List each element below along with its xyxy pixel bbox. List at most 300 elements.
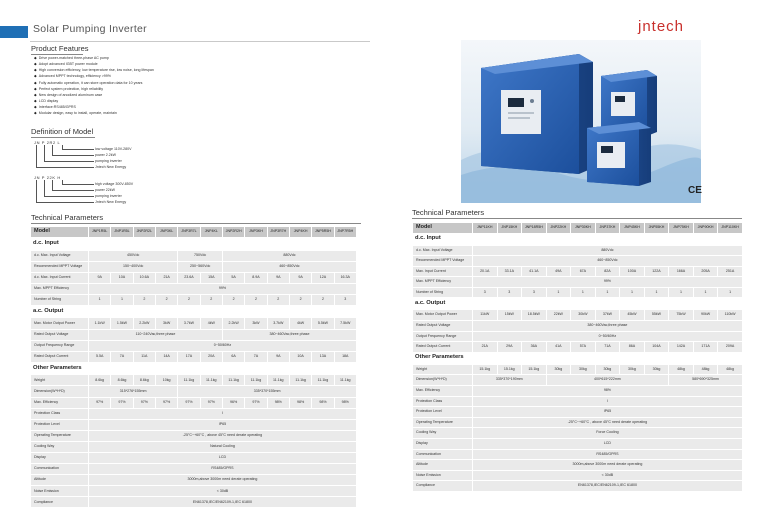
value-cell: 2	[267, 294, 289, 305]
table-row	[31, 329, 357, 340]
value-cell: 97%	[155, 397, 177, 408]
value-cell: 97%	[133, 397, 155, 408]
value-cell: 71A	[595, 342, 620, 353]
leader-line	[52, 180, 53, 190]
table-row	[413, 245, 743, 256]
left-tech-heading: Technical Parameters	[31, 213, 104, 222]
row-label-cell: Communication	[31, 464, 89, 475]
model-header-cell: JNP45KH	[620, 223, 645, 234]
model-header-cell: JNP3R7H	[267, 227, 289, 238]
table-row	[31, 375, 357, 386]
value-cell: 30kW	[571, 310, 596, 321]
row-label-cell: Number of String	[31, 294, 89, 305]
row-label-cell: Compliance	[31, 497, 89, 508]
table-row	[413, 321, 743, 332]
right-tech-heading-rule	[412, 218, 742, 219]
feature-item: ◆ High conversion efficiency, low temperature rise, low noise, long lifespan	[34, 67, 154, 73]
value-cell: 17A	[178, 351, 200, 362]
row-label-cell: Protection Level	[413, 407, 473, 418]
value-cell: 1	[571, 287, 596, 298]
leader-line	[44, 180, 45, 196]
brand-logo: jntech	[638, 18, 685, 35]
model-header-cell: JNP4KL	[200, 227, 222, 238]
value-cell: 8.6kg	[133, 375, 155, 386]
row-label-cell: Altitude	[413, 460, 473, 471]
right-spec-table	[412, 222, 743, 492]
row-label-cell: Max. Efficiency	[31, 397, 89, 408]
model-header-cell: JNP37KH	[595, 223, 620, 234]
table-section-row	[31, 362, 357, 375]
table-row	[31, 283, 357, 294]
value-cell: 20.1A	[473, 266, 498, 277]
product-photo	[461, 40, 701, 203]
model-header-cell: JNP90KH	[693, 223, 718, 234]
section-title-cell: d.c. Input	[413, 233, 743, 245]
value-cell: 48kg	[718, 364, 743, 375]
value-cell: 2	[178, 294, 200, 305]
value-cell: 251A	[718, 266, 743, 277]
value-cell: 2	[312, 294, 334, 305]
model-header-cell: JNP5R5H	[312, 227, 334, 238]
value-cell: 209A	[718, 342, 743, 353]
feature-item: ◆ Modular design, easy to install, operate, maintain	[34, 110, 154, 116]
value-cell: 750Vdc	[178, 250, 223, 261]
row-label-cell: Max. Input Current	[413, 266, 473, 277]
value-cell: 11.1kg	[200, 375, 222, 386]
value-cell: 1	[669, 287, 694, 298]
value-cell: 0~50/60Hz	[89, 340, 357, 351]
value-cell: 11.1kg	[289, 375, 311, 386]
value-cell: 3000m,above 3000m need derate operating	[89, 475, 357, 486]
value-cell: 8.9A	[245, 272, 267, 283]
table-row	[31, 340, 357, 351]
table-row	[413, 364, 743, 375]
value-cell: 14A	[155, 351, 177, 362]
table-row	[31, 419, 357, 430]
table-row	[31, 318, 357, 329]
value-cell: 96%	[222, 397, 244, 408]
value-cell: 21A	[155, 272, 177, 283]
value-cell: 9A	[267, 351, 289, 362]
value-cell: 98%	[473, 386, 743, 397]
value-cell: 13A	[312, 351, 334, 362]
table-row	[31, 441, 357, 452]
title-accent-bar	[0, 26, 28, 38]
value-cell: EN61378,IEC/EN62109-1,IEC 61800	[473, 481, 743, 492]
model-label: power 2.2kW	[95, 152, 116, 157]
model-header-cell: JNP4KH	[289, 227, 311, 238]
value-cell: 41.1A	[522, 266, 547, 277]
row-label-cell: Operating Temperature	[31, 430, 89, 441]
row-label-cell: Rated Output Voltage	[413, 321, 473, 332]
row-label-cell: Number of String	[413, 287, 473, 298]
value-cell: 3	[473, 287, 498, 298]
value-cell: 10A	[289, 351, 311, 362]
model-label: pumping inverter	[95, 158, 122, 163]
value-cell: 18A	[334, 351, 356, 362]
value-cell: 3	[497, 287, 522, 298]
value-cell: 3kW	[245, 318, 267, 329]
table-row	[31, 430, 357, 441]
value-cell: 10kg	[155, 375, 177, 386]
header-label-cell: Model	[31, 227, 89, 238]
table-row	[413, 342, 743, 353]
table-row	[31, 386, 357, 397]
model-label: low voltage 110V-280V	[95, 146, 132, 151]
table-section-row	[413, 352, 743, 364]
value-cell: 11.1kg	[267, 375, 289, 386]
feature-item: ◆ Adopt advanced IGBT power module	[34, 61, 154, 67]
section-title-cell: d.c. Input	[31, 238, 357, 251]
value-cell: IP65	[473, 407, 743, 418]
value-cell: 122A	[644, 266, 669, 277]
value-cell: 0~50/60Hz	[473, 331, 743, 342]
value-cell: 142A	[669, 342, 694, 353]
value-cell: 1	[718, 287, 743, 298]
model-header-cell: JNP15KH	[497, 223, 522, 234]
table-row	[31, 272, 357, 283]
value-cell: 1	[111, 294, 133, 305]
model-header-cell: JNP110KH	[718, 223, 743, 234]
value-cell: LCD	[473, 439, 743, 450]
value-cell: 11kW	[473, 310, 498, 321]
row-label-cell: Compliance	[413, 481, 473, 492]
row-label-cell: Protection Class	[413, 396, 473, 407]
value-cell: 1	[546, 287, 571, 298]
value-cell: 460~850Vdc	[473, 256, 743, 267]
row-label-cell: Display	[413, 439, 473, 450]
value-cell: 15A	[200, 272, 222, 283]
row-label-cell: d.c. Max. Input Voltage	[413, 245, 473, 256]
value-cell: 21A	[473, 342, 498, 353]
row-label-cell: Altitude	[31, 475, 89, 486]
title-divider	[30, 41, 370, 42]
value-cell: IP65	[89, 419, 357, 430]
section-title-cell: Other Parameters	[31, 362, 357, 375]
row-label-cell: Cooling Way	[413, 428, 473, 439]
row-label-cell: Protection Level	[31, 419, 89, 430]
value-cell: 460~850Vdc	[222, 261, 356, 272]
table-header-row	[413, 223, 743, 234]
leader-line	[44, 161, 94, 162]
row-label-cell: Rated Output Current	[413, 342, 473, 353]
value-cell: 2.2kW	[133, 318, 155, 329]
table-row	[413, 449, 743, 460]
model-header-cell: JNP55KH	[644, 223, 669, 234]
model-header-cell: JNP7R5H	[334, 227, 356, 238]
row-label-cell: Output Frequency Range	[413, 331, 473, 342]
value-cell: 98%	[289, 397, 311, 408]
definition-heading-rule	[31, 137, 95, 138]
value-cell: 15.1kg	[473, 364, 498, 375]
row-label-cell: Noise Emission	[413, 470, 473, 481]
row-label-cell: Recommended MPPT Voltage	[413, 256, 473, 267]
table-row	[31, 261, 357, 272]
table-section-row	[31, 305, 357, 318]
row-label-cell: Cooling Way	[31, 441, 89, 452]
value-cell: 2	[133, 294, 155, 305]
table-row	[31, 397, 357, 408]
value-cell: 16.3A	[334, 272, 356, 283]
value-cell: 10A	[111, 272, 133, 283]
model-code: JN P 22K H	[34, 175, 61, 180]
table-row	[413, 287, 743, 298]
value-cell: 30kg	[644, 364, 669, 375]
leader-line	[62, 184, 94, 185]
row-label-cell: Rated Output Current	[31, 351, 89, 362]
value-cell: Force Cooling	[473, 428, 743, 439]
table-row	[31, 351, 357, 362]
value-cell: -25°C~+60°C , above 45°C need derate operating	[473, 417, 743, 428]
row-label-cell: Rated Output Voltage	[31, 329, 89, 340]
table-row	[31, 475, 357, 486]
model-header-cell: JNP18R5H	[522, 223, 547, 234]
value-cell: 9A	[289, 272, 311, 283]
table-row	[413, 375, 743, 386]
value-cell: RS485/GPRS	[89, 464, 357, 475]
model-header-cell: JNP11KH	[473, 223, 498, 234]
leader-line	[36, 180, 37, 202]
value-cell: 57A	[571, 342, 596, 353]
value-cell: 11.1kg	[222, 375, 244, 386]
feature-item: ◆ Interface:RS485/GPRS	[34, 104, 154, 110]
table-row	[413, 386, 743, 397]
value-cell: -25°C~+60°C , above 45°C need derate operating	[89, 430, 357, 441]
value-cell: 580*690*325mm	[669, 375, 743, 386]
feature-item: ◆ LCD display	[34, 98, 154, 104]
model-header-cell: JNP3KL	[155, 227, 177, 238]
value-cell: 2	[155, 294, 177, 305]
value-cell: 1	[644, 287, 669, 298]
left-tech-heading-rule	[31, 223, 361, 224]
model-label: Jntech New Energy	[95, 164, 127, 169]
table-section-row	[31, 238, 357, 251]
definition-heading: Definition of Model	[31, 127, 94, 136]
value-cell: 97%	[178, 397, 200, 408]
feature-item: ◆ Advanced MPPT technology, efficiency >99%	[34, 73, 154, 79]
value-cell: 450Vdc	[89, 250, 178, 261]
model-code: JN P 2R2 L	[34, 140, 61, 145]
value-cell: 33.1A	[497, 266, 522, 277]
row-label-cell: Weight	[31, 375, 89, 386]
value-cell: 9A	[89, 272, 111, 283]
model-header-cell: JNP1R5L	[89, 227, 111, 238]
value-cell: 90kW	[693, 310, 718, 321]
value-cell: 380~460Vac,three phase	[222, 329, 356, 340]
value-cell: 97%	[111, 397, 133, 408]
value-cell: 335*370*190mm	[473, 375, 547, 386]
value-cell: 49A	[546, 266, 571, 277]
value-cell: 1.1kW	[89, 318, 111, 329]
value-cell: 205A	[693, 266, 718, 277]
model-header-cell: JNP30KH	[571, 223, 596, 234]
value-cell: 110~240Vac,three phase	[89, 329, 223, 340]
model-diagram-low-voltage	[34, 140, 154, 180]
leader-line	[44, 196, 94, 197]
value-cell: 30kg	[546, 364, 571, 375]
value-cell: 315*276*155mm	[89, 386, 178, 397]
left-spec-table	[30, 226, 357, 508]
value-cell: 7A	[111, 351, 133, 362]
row-label-cell: Dimension(W*H*D)	[413, 375, 473, 386]
value-cell: 20A	[200, 351, 222, 362]
value-cell: 1	[620, 287, 645, 298]
model-diagram-high-voltage	[34, 175, 154, 215]
value-cell: I	[473, 396, 743, 407]
feature-item: ◆ Perfect system protection, high reliability	[34, 86, 154, 92]
table-row	[31, 453, 357, 464]
value-cell: 3	[522, 287, 547, 298]
value-cell: 48kg	[669, 364, 694, 375]
value-cell: 99%	[89, 283, 357, 294]
value-cell: 171A	[693, 342, 718, 353]
value-cell: 48kg	[693, 364, 718, 375]
value-cell: 82A	[595, 266, 620, 277]
value-cell: 98%	[334, 397, 356, 408]
value-cell: 97%	[200, 397, 222, 408]
table-header-row	[31, 227, 357, 238]
leader-line	[36, 167, 94, 168]
value-cell: 380~460Vac,three phase	[473, 321, 743, 332]
table-row	[413, 439, 743, 450]
right-tech-heading: Technical Parameters	[412, 208, 485, 217]
row-label-cell: Dimension(W*H*D)	[31, 386, 89, 397]
table-row	[413, 266, 743, 277]
value-cell: 1	[89, 294, 111, 305]
row-label-cell: Max. MPPT Efficiency	[31, 283, 89, 294]
value-cell: 2	[222, 294, 244, 305]
feature-item: ◆ Drive power-matched three-phase AC pump	[34, 55, 154, 61]
features-heading: Product Features	[31, 44, 89, 53]
section-title-cell: a.c. Output	[413, 298, 743, 310]
value-cell: 3.7kW	[178, 318, 200, 329]
table-row	[31, 250, 357, 261]
table-row	[413, 396, 743, 407]
model-header-cell: JNP22KH	[546, 223, 571, 234]
value-cell: 335*370*155mm	[178, 386, 357, 397]
value-cell: 3	[334, 294, 356, 305]
value-cell: 100A	[620, 266, 645, 277]
model-header-cell: JNP3KH	[245, 227, 267, 238]
value-cell: 9A	[267, 272, 289, 283]
value-cell: 36A	[522, 342, 547, 353]
table-row	[413, 277, 743, 288]
row-label-cell: Output Frequency Range	[31, 340, 89, 351]
small-inverter	[587, 122, 651, 186]
table-row	[31, 486, 357, 497]
row-label-cell: Max. Motor Output Power	[413, 310, 473, 321]
value-cell: 5A	[222, 272, 244, 283]
row-label-cell: Operating Temperature	[413, 417, 473, 428]
model-label: pumping inverter	[95, 193, 122, 198]
value-cell: 75kW	[669, 310, 694, 321]
value-cell: 29A	[497, 342, 522, 353]
table-row	[413, 407, 743, 418]
table-row	[413, 481, 743, 492]
value-cell: RS485/GPRS	[473, 449, 743, 460]
table-section-row	[413, 298, 743, 310]
row-label-cell: Protection Class	[31, 408, 89, 419]
features-list	[34, 55, 154, 117]
page-title: Solar Pumping Inverter	[33, 23, 147, 35]
value-cell: 880Vdc	[473, 245, 743, 256]
value-cell: 8.6kg	[111, 375, 133, 386]
model-header-cell: JNP1R5L	[111, 227, 133, 238]
value-cell: < 30dB	[473, 470, 743, 481]
header-label-cell: Model	[413, 223, 473, 234]
value-cell: 3.7kW	[267, 318, 289, 329]
value-cell: 11.1kg	[245, 375, 267, 386]
value-cell: 1	[595, 287, 620, 298]
value-cell: 30kg	[571, 364, 596, 375]
value-cell: 3kW	[155, 318, 177, 329]
value-cell: 3000m,above 3000m need derate operating	[473, 460, 743, 471]
value-cell: 15kW	[497, 310, 522, 321]
value-cell: 6A	[222, 351, 244, 362]
value-cell: 2	[245, 294, 267, 305]
value-cell: 7A	[245, 351, 267, 362]
large-inverter	[481, 54, 593, 174]
table-row	[413, 417, 743, 428]
value-cell: 55kW	[644, 310, 669, 321]
table-row	[31, 497, 357, 508]
value-cell: 11.1kg	[178, 375, 200, 386]
leader-line	[52, 155, 94, 156]
value-cell: 2	[200, 294, 222, 305]
value-cell: 30kg	[620, 364, 645, 375]
table-section-row	[413, 233, 743, 245]
section-title-cell: Other Parameters	[413, 352, 743, 364]
row-label-cell: Display	[31, 453, 89, 464]
value-cell: 15.1kg	[497, 364, 522, 375]
leader-line	[62, 149, 94, 150]
value-cell: 10.6A	[133, 272, 155, 283]
value-cell: LCD	[89, 453, 357, 464]
model-header-cell: JNP75KH	[669, 223, 694, 234]
value-cell: 8.6kg	[89, 375, 111, 386]
row-label-cell: Communication	[413, 449, 473, 460]
value-cell: 2	[289, 294, 311, 305]
model-label: Jntech New Energy	[95, 199, 127, 204]
value-cell: 97%	[89, 397, 111, 408]
value-cell: 4kW	[289, 318, 311, 329]
value-cell: 45kW	[620, 310, 645, 321]
value-cell: 97%	[245, 397, 267, 408]
table-row	[31, 464, 357, 475]
value-cell: 11.1kg	[312, 375, 334, 386]
row-label-cell: d.c. Max. Input Current	[31, 272, 89, 283]
value-cell: 37kW	[595, 310, 620, 321]
value-cell: 250~560Vdc	[178, 261, 223, 272]
table-row	[413, 331, 743, 342]
table-row	[31, 294, 357, 305]
value-cell: 22kW	[546, 310, 571, 321]
value-cell: 11.1kg	[334, 375, 356, 386]
table-row	[413, 470, 743, 481]
leader-line	[44, 145, 45, 161]
value-cell: 880Vdc	[222, 250, 356, 261]
value-cell: 166A	[669, 266, 694, 277]
value-cell: Natural Cooling	[89, 441, 357, 452]
table-row	[413, 460, 743, 471]
value-cell: 2.2kW	[222, 318, 244, 329]
row-label-cell: Noise Emission	[31, 486, 89, 497]
model-header-cell: JNP3R7L	[178, 227, 200, 238]
value-cell: 15.1kg	[522, 364, 547, 375]
value-cell: 5.5A	[89, 351, 111, 362]
leader-line	[36, 202, 94, 203]
value-cell: 1	[693, 287, 718, 298]
